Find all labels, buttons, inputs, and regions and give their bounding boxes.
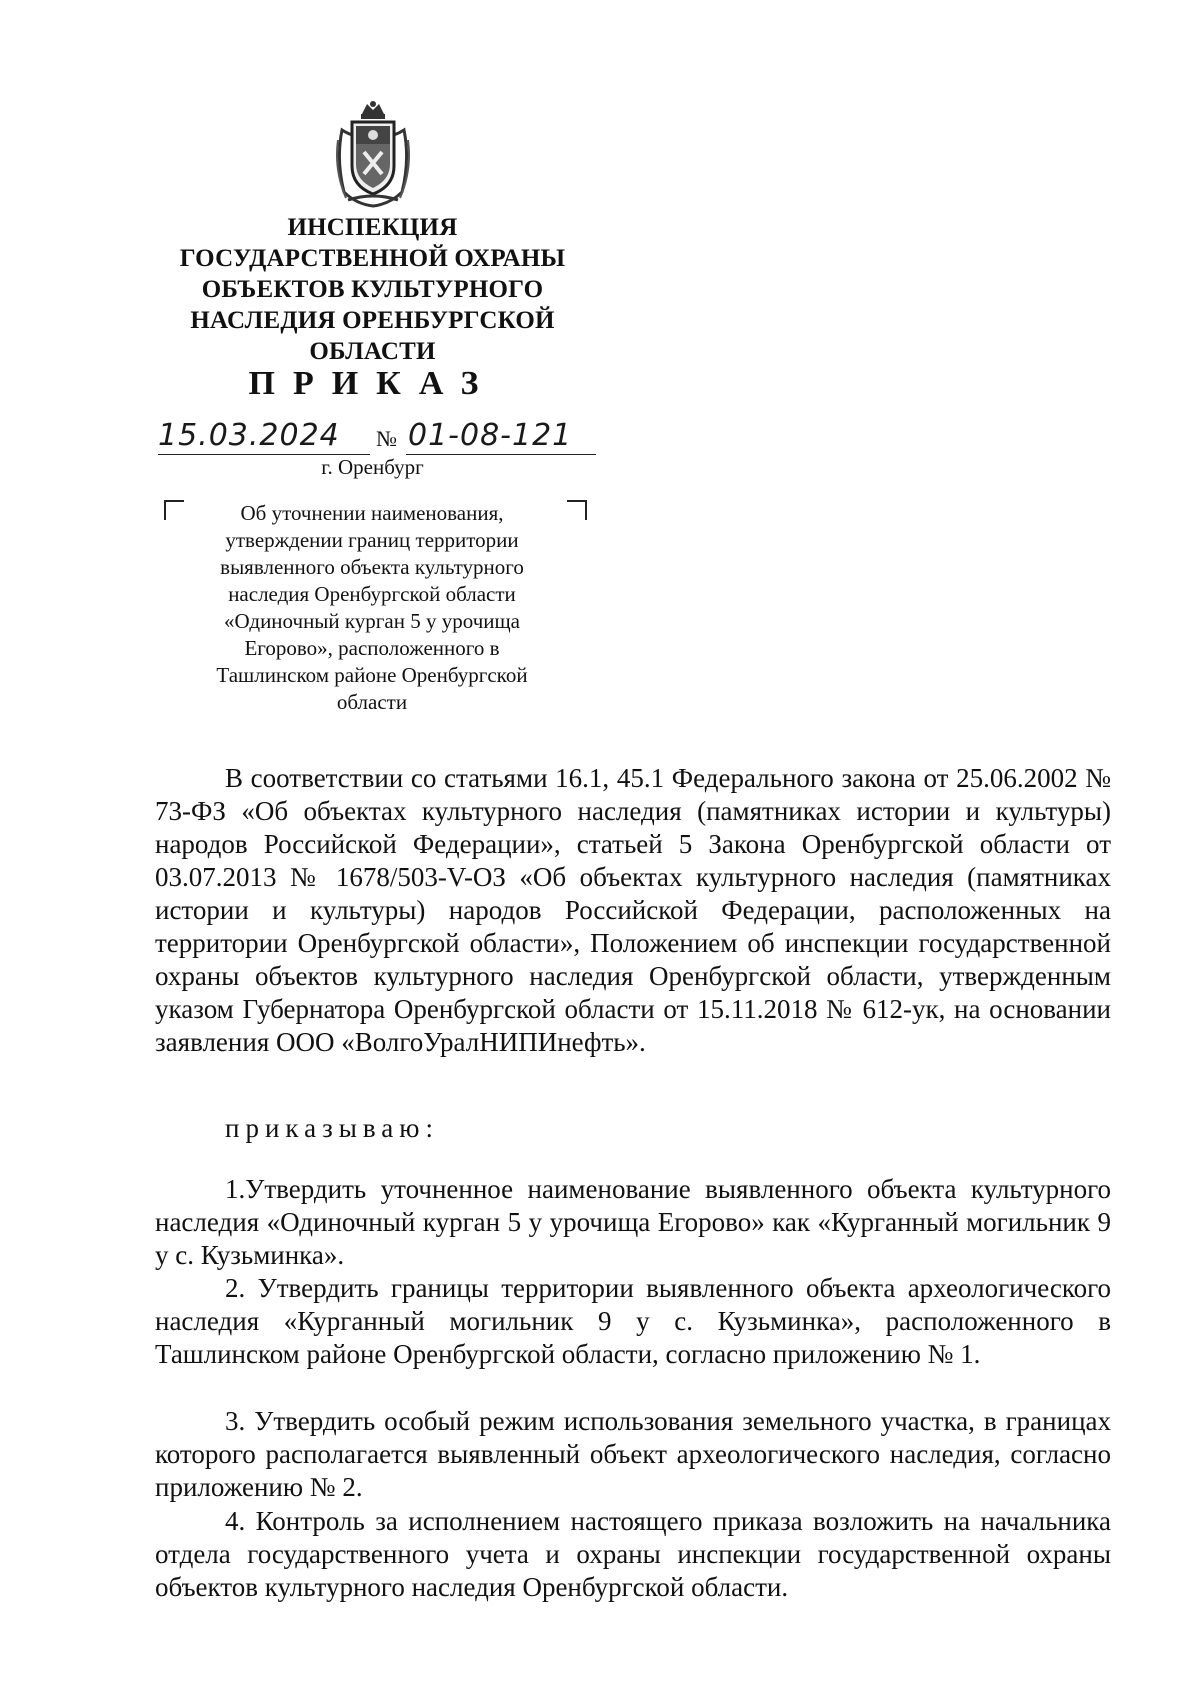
city-line: г. Оренбург [321, 455, 424, 479]
org-line: ИНСПЕКЦИЯ [287, 214, 458, 241]
org-line: ГОСУДАРСТВЕННОЙ ОХРАНЫ [179, 245, 566, 272]
subject-bracket-right [567, 500, 587, 520]
date-number-line [158, 418, 598, 458]
subject-bracket-left [164, 500, 184, 520]
order-item-2: 2. Утвердить границы территории выявленного объекта археологического наследия «Курганный могильник 9 у с. Кузьминка», расположенного в Ташлинском районе Оренбургской области, согласно приложению № 1. [155, 1273, 1111, 1369]
subject-line: выявленного объекта культурного [220, 555, 524, 579]
subject-line: утверждении границ территории [225, 528, 519, 552]
subject-line: области [336, 690, 408, 714]
subject-line: наследия Оренбургской области [228, 582, 516, 606]
organization-name [170, 212, 575, 367]
order-item-3: 3. Утвердить особый режим использования земельного участка, в границах которого располагается выявленный объект археологического наследия, согласно приложению № 2. [155, 1406, 1111, 1502]
number-label: № [376, 426, 397, 451]
order-date: 15.03.2024 [158, 418, 340, 453]
subject-line: Егорово», расположенного в [244, 636, 500, 660]
subject-line: «Одиночный курган 5 у урочища [224, 609, 520, 633]
order-item-4: 4. Контроль за исполнением настоящего приказа возложить на начальника отдела государственного учета и охраны инспекции государственной охраны объектов культурного наследия Оренбургской области. [155, 1506, 1111, 1602]
order-word: приказываю: [225, 1113, 439, 1143]
preamble-paragraph: В соответствии со статьями 16.1, 45.1 Федерального закона от 25.06.2002 № 73-ФЗ «Об объектах культурного наследия (памятниках истории и культуры) народов Российской Федерации», статьей 5 Закона Оренбургской области от 03.07.2013 № 1678/503-V-ОЗ «Об объектах культурного наследия (памятниках истории и культуры) народов Российской Федерации, расположенных на территории Оренбургской области», Положением об инспекции государственной охраны объектов культурного наследия Оренбургской области, утвержденным указом Губернатора Оренбургской области от 15.11.2018 № 612-ук, на основании заявления ООО «ВолгоУралНИПИнефть». [155, 763, 1111, 1057]
order-subject [182, 500, 562, 716]
order-item-1: 1.Утвердить уточненное наименование выявленного объекта культурного наследия «Одиночный курган 5 у урочища Егорово» как «Курганный могильник 9 у с. Кузьминка». [155, 1174, 1111, 1270]
org-line: ОБЪЕКТОВ КУЛЬТУРНОГО [201, 276, 544, 303]
document-type-title: ПРИКАЗ [248, 365, 497, 402]
subject-line: Ташлинском районе Оренбургской [216, 663, 528, 687]
org-line: ОБЛАСТИ [309, 338, 436, 365]
order-number: 01-08-121 [408, 418, 573, 453]
org-line: НАСЛЕДИЯ ОРЕНБУРГСКОЙ [190, 307, 555, 334]
coat-of-arms-icon [334, 100, 412, 208]
subject-line: Об уточнении наименования, [240, 501, 504, 525]
